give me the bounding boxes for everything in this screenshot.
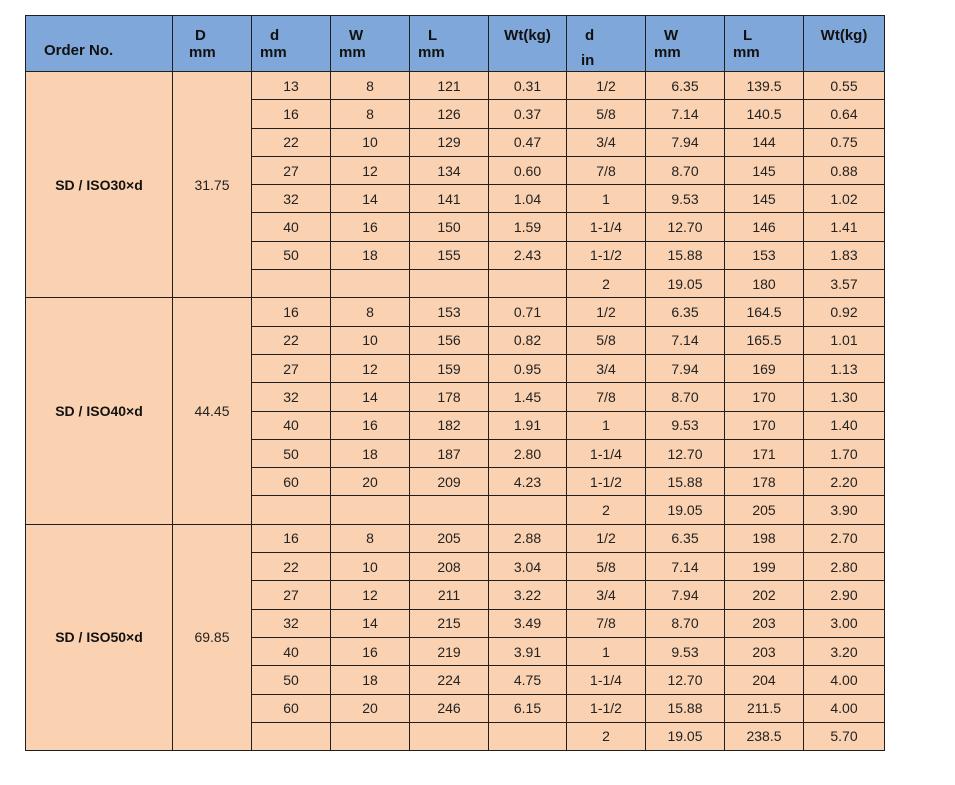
- l-mm-cell: 208: [410, 553, 489, 581]
- d-in-cell: 1/2: [567, 298, 646, 326]
- w-mm-cell: 14: [331, 185, 410, 213]
- header-W-in-unit: mm: [654, 44, 681, 61]
- w-mm-cell: 12: [331, 581, 410, 609]
- l-mm-cell: 141: [410, 185, 489, 213]
- wt-mm-cell: 0.82: [489, 326, 567, 354]
- wt-mm-cell: 3.49: [489, 609, 567, 637]
- wt-in-cell: 1.13: [804, 354, 885, 382]
- table-row: [26, 298, 885, 326]
- l-mm-cell: 134: [410, 156, 489, 184]
- w-mm-cell: 18: [331, 241, 410, 269]
- wt-mm-cell: [489, 722, 567, 750]
- wt-mm-cell: 3.91: [489, 637, 567, 665]
- d-in-cell: 2: [567, 722, 646, 750]
- w-mm-cell: 20: [331, 694, 410, 722]
- d-in-cell: 1/2: [567, 524, 646, 552]
- w-in-cell: 15.88: [646, 241, 725, 269]
- wt-in-cell: 0.75: [804, 128, 885, 156]
- header-L-in-label: L: [743, 27, 753, 44]
- wt-in-cell: 4.00: [804, 694, 885, 722]
- d-in-cell: 5/8: [567, 553, 646, 581]
- header-D-label: D: [195, 27, 206, 44]
- l-mm-cell: 155: [410, 241, 489, 269]
- d-in-cell: 1-1/4: [567, 213, 646, 241]
- l-in-cell: 144: [725, 128, 804, 156]
- d-in-cell: 5/8: [567, 100, 646, 128]
- d-mm-cell: 13: [252, 72, 331, 100]
- l-mm-cell: 224: [410, 666, 489, 694]
- d-mm-cell: 50: [252, 666, 331, 694]
- header-d-mm-unit: mm: [260, 44, 287, 61]
- d-in-cell: 3/4: [567, 581, 646, 609]
- wt-mm-cell: 3.22: [489, 581, 567, 609]
- l-in-cell: 202: [725, 581, 804, 609]
- wt-in-cell: 0.64: [804, 100, 885, 128]
- w-mm-cell: 14: [331, 609, 410, 637]
- d-in-cell: 1: [567, 637, 646, 665]
- d-in-cell: 7/8: [567, 156, 646, 184]
- d-mm-cell: 40: [252, 637, 331, 665]
- w-in-cell: 7.14: [646, 326, 725, 354]
- w-in-cell: 6.35: [646, 298, 725, 326]
- wt-in-cell: 1.83: [804, 241, 885, 269]
- d-in-cell: 5/8: [567, 326, 646, 354]
- header-d-mm: [252, 16, 331, 72]
- d-mm-cell: 40: [252, 213, 331, 241]
- l-in-cell: 170: [725, 383, 804, 411]
- wt-mm-cell: 0.47: [489, 128, 567, 156]
- l-mm-cell: 153: [410, 298, 489, 326]
- wt-mm-cell: 1.04: [489, 185, 567, 213]
- l-mm-cell: 205: [410, 524, 489, 552]
- w-mm-cell: [331, 496, 410, 524]
- l-in-cell: 169: [725, 354, 804, 382]
- header-W-in: [646, 16, 725, 72]
- header-W-mm-unit: mm: [339, 44, 366, 61]
- header-W-mm: [331, 16, 410, 72]
- w-mm-cell: 8: [331, 100, 410, 128]
- d-mm-cell: 22: [252, 553, 331, 581]
- wt-mm-cell: 0.95: [489, 354, 567, 382]
- d-mm-cell: 27: [252, 354, 331, 382]
- header-order-no: Order No.: [26, 16, 173, 72]
- w-in-cell: 19.05: [646, 270, 725, 298]
- wt-in-cell: 2.70: [804, 524, 885, 552]
- l-mm-cell: 121: [410, 72, 489, 100]
- l-in-cell: 238.5: [725, 722, 804, 750]
- order-no-cell: SD / ISO30×d: [26, 72, 173, 298]
- wt-mm-cell: 6.15: [489, 694, 567, 722]
- spec-table: [25, 15, 885, 751]
- wt-mm-cell: [489, 270, 567, 298]
- wt-in-cell: 3.90: [804, 496, 885, 524]
- d-mm-cell: 27: [252, 581, 331, 609]
- w-in-cell: 6.35: [646, 524, 725, 552]
- l-in-cell: 145: [725, 185, 804, 213]
- wt-in-cell: 2.20: [804, 468, 885, 496]
- d-in-cell: 1-1/2: [567, 468, 646, 496]
- l-mm-cell: 126: [410, 100, 489, 128]
- d-in-cell: 2: [567, 496, 646, 524]
- d-in-cell: 1-1/4: [567, 439, 646, 467]
- wt-in-cell: 1.70: [804, 439, 885, 467]
- d-mm-cell: [252, 722, 331, 750]
- header-wt-mm: Wt(kg): [489, 16, 567, 72]
- d-in-cell: 1: [567, 185, 646, 213]
- l-mm-cell: 129: [410, 128, 489, 156]
- d-in-cell: 1/2: [567, 72, 646, 100]
- wt-mm-cell: 0.60: [489, 156, 567, 184]
- w-mm-cell: 18: [331, 666, 410, 694]
- w-in-cell: 9.53: [646, 411, 725, 439]
- wt-in-cell: 3.57: [804, 270, 885, 298]
- l-in-cell: 199: [725, 553, 804, 581]
- w-in-cell: 12.70: [646, 213, 725, 241]
- w-mm-cell: 12: [331, 156, 410, 184]
- w-mm-cell: 10: [331, 553, 410, 581]
- w-mm-cell: 10: [331, 128, 410, 156]
- d-in-cell: 7/8: [567, 609, 646, 637]
- d-mm-cell: 27: [252, 156, 331, 184]
- wt-mm-cell: 0.37: [489, 100, 567, 128]
- header-L-mm-unit: mm: [418, 44, 445, 61]
- d-mm-cell: 60: [252, 694, 331, 722]
- l-mm-cell: 159: [410, 354, 489, 382]
- w-in-cell: 7.14: [646, 553, 725, 581]
- w-mm-cell: [331, 270, 410, 298]
- header-d-mm-label: d: [270, 27, 280, 44]
- diameter-cell: 69.85: [173, 524, 252, 750]
- wt-in-cell: 3.00: [804, 609, 885, 637]
- l-in-cell: 198: [725, 524, 804, 552]
- w-in-cell: 9.53: [646, 185, 725, 213]
- d-mm-cell: 32: [252, 383, 331, 411]
- l-mm-cell: 209: [410, 468, 489, 496]
- w-mm-cell: 16: [331, 411, 410, 439]
- d-in-cell: 7/8: [567, 383, 646, 411]
- d-mm-cell: 22: [252, 128, 331, 156]
- l-in-cell: 139.5: [725, 72, 804, 100]
- d-mm-cell: 32: [252, 185, 331, 213]
- wt-in-cell: 2.80: [804, 553, 885, 581]
- l-in-cell: 205: [725, 496, 804, 524]
- w-in-cell: 19.05: [646, 722, 725, 750]
- d-mm-cell: 22: [252, 326, 331, 354]
- l-mm-cell: 215: [410, 609, 489, 637]
- header-d-in: [567, 16, 646, 72]
- l-mm-cell: 187: [410, 439, 489, 467]
- w-in-cell: 12.70: [646, 666, 725, 694]
- wt-mm-cell: 3.04: [489, 553, 567, 581]
- d-mm-cell: 32: [252, 609, 331, 637]
- l-mm-cell: 246: [410, 694, 489, 722]
- w-mm-cell: 18: [331, 439, 410, 467]
- l-in-cell: 180: [725, 270, 804, 298]
- l-in-cell: 146: [725, 213, 804, 241]
- table-row: [26, 72, 885, 100]
- header-L-mm-label: L: [428, 27, 438, 44]
- l-mm-cell: 178: [410, 383, 489, 411]
- w-in-cell: 7.94: [646, 581, 725, 609]
- l-in-cell: 140.5: [725, 100, 804, 128]
- wt-mm-cell: 2.80: [489, 439, 567, 467]
- l-in-cell: 203: [725, 637, 804, 665]
- wt-in-cell: 1.41: [804, 213, 885, 241]
- w-mm-cell: 8: [331, 524, 410, 552]
- wt-in-cell: 1.40: [804, 411, 885, 439]
- d-in-cell: 3/4: [567, 354, 646, 382]
- d-in-cell: 1-1/4: [567, 666, 646, 694]
- l-mm-cell: 182: [410, 411, 489, 439]
- w-in-cell: 8.70: [646, 609, 725, 637]
- wt-in-cell: 2.90: [804, 581, 885, 609]
- header-d-in-label: d: [585, 27, 595, 44]
- w-in-cell: 15.88: [646, 694, 725, 722]
- d-mm-cell: [252, 270, 331, 298]
- l-in-cell: 170: [725, 411, 804, 439]
- header-D-unit: mm: [189, 44, 216, 61]
- w-in-cell: 15.88: [646, 468, 725, 496]
- l-in-cell: 211.5: [725, 694, 804, 722]
- l-mm-cell: 211: [410, 581, 489, 609]
- l-in-cell: 145: [725, 156, 804, 184]
- order-no-cell: SD / ISO50×d: [26, 524, 173, 750]
- d-in-cell: 2: [567, 270, 646, 298]
- header-W-in-label: W: [664, 27, 679, 44]
- header-L-mm: [410, 16, 489, 72]
- w-in-cell: 9.53: [646, 637, 725, 665]
- wt-in-cell: 3.20: [804, 637, 885, 665]
- l-mm-cell: 150: [410, 213, 489, 241]
- w-in-cell: 8.70: [646, 383, 725, 411]
- wt-mm-cell: 1.45: [489, 383, 567, 411]
- w-mm-cell: 8: [331, 72, 410, 100]
- w-in-cell: 7.94: [646, 128, 725, 156]
- w-in-cell: 6.35: [646, 72, 725, 100]
- l-mm-cell: [410, 722, 489, 750]
- wt-mm-cell: 0.71: [489, 298, 567, 326]
- w-in-cell: 19.05: [646, 496, 725, 524]
- d-mm-cell: 16: [252, 524, 331, 552]
- w-in-cell: 7.94: [646, 354, 725, 382]
- l-in-cell: 171: [725, 439, 804, 467]
- d-mm-cell: 40: [252, 411, 331, 439]
- w-mm-cell: 10: [331, 326, 410, 354]
- wt-mm-cell: 4.23: [489, 468, 567, 496]
- header-wt-in: Wt(kg): [804, 16, 885, 72]
- l-mm-cell: 219: [410, 637, 489, 665]
- l-in-cell: 204: [725, 666, 804, 694]
- d-in-cell: 1-1/2: [567, 694, 646, 722]
- header-L-in: [725, 16, 804, 72]
- table-row: [26, 524, 885, 552]
- l-mm-cell: [410, 496, 489, 524]
- wt-in-cell: 1.02: [804, 185, 885, 213]
- wt-mm-cell: 1.59: [489, 213, 567, 241]
- wt-mm-cell: 2.43: [489, 241, 567, 269]
- wt-in-cell: 0.92: [804, 298, 885, 326]
- l-in-cell: 178: [725, 468, 804, 496]
- w-mm-cell: [331, 722, 410, 750]
- w-mm-cell: 20: [331, 468, 410, 496]
- d-mm-cell: 16: [252, 100, 331, 128]
- w-in-cell: 12.70: [646, 439, 725, 467]
- wt-in-cell: 1.01: [804, 326, 885, 354]
- wt-mm-cell: 2.88: [489, 524, 567, 552]
- diameter-cell: 31.75: [173, 72, 252, 298]
- w-mm-cell: 8: [331, 298, 410, 326]
- d-mm-cell: 60: [252, 468, 331, 496]
- wt-mm-cell: 0.31: [489, 72, 567, 100]
- l-in-cell: 164.5: [725, 298, 804, 326]
- wt-in-cell: 5.70: [804, 722, 885, 750]
- wt-in-cell: 0.55: [804, 72, 885, 100]
- wt-in-cell: 1.30: [804, 383, 885, 411]
- header-d-in-unit: in: [581, 52, 595, 69]
- d-mm-cell: 50: [252, 241, 331, 269]
- l-mm-cell: 156: [410, 326, 489, 354]
- header-L-in-unit: mm: [733, 44, 760, 61]
- table-body: [26, 72, 885, 751]
- wt-in-cell: 4.00: [804, 666, 885, 694]
- d-mm-cell: 50: [252, 439, 331, 467]
- d-in-cell: 1-1/2: [567, 241, 646, 269]
- wt-mm-cell: [489, 496, 567, 524]
- l-in-cell: 153: [725, 241, 804, 269]
- l-in-cell: 165.5: [725, 326, 804, 354]
- order-no-cell: SD / ISO40×d: [26, 298, 173, 524]
- header-row: [26, 16, 885, 72]
- w-mm-cell: 16: [331, 213, 410, 241]
- d-mm-cell: 16: [252, 298, 331, 326]
- w-mm-cell: 12: [331, 354, 410, 382]
- w-in-cell: 8.70: [646, 156, 725, 184]
- wt-mm-cell: 1.91: [489, 411, 567, 439]
- l-in-cell: 203: [725, 609, 804, 637]
- w-in-cell: 7.14: [646, 100, 725, 128]
- d-in-cell: 3/4: [567, 128, 646, 156]
- diameter-cell: 44.45: [173, 298, 252, 524]
- w-mm-cell: 14: [331, 383, 410, 411]
- d-in-cell: 1: [567, 411, 646, 439]
- l-mm-cell: [410, 270, 489, 298]
- header-W-mm-label: W: [349, 27, 364, 44]
- wt-mm-cell: 4.75: [489, 666, 567, 694]
- w-mm-cell: 16: [331, 637, 410, 665]
- header-D: [173, 16, 252, 72]
- wt-in-cell: 0.88: [804, 156, 885, 184]
- d-mm-cell: [252, 496, 331, 524]
